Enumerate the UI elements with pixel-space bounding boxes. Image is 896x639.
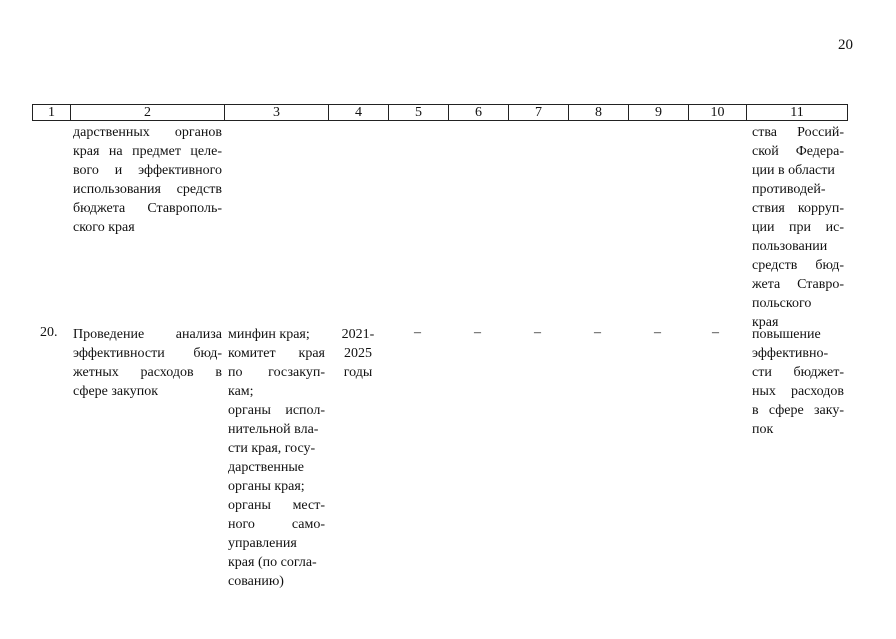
text-line: сфере закупок xyxy=(73,384,159,399)
header-col-7: 7 xyxy=(509,105,569,120)
row20-col10-dash: – xyxy=(712,325,719,340)
text-line: эффективности бюд- xyxy=(73,346,222,361)
text-line: повышение xyxy=(752,327,821,342)
text-line: органы мест- xyxy=(228,498,325,513)
text-line: управления xyxy=(228,536,297,551)
table-header-row xyxy=(32,104,848,121)
text-line: края на предмет целе- xyxy=(73,144,222,159)
text-line: использования средств xyxy=(73,182,222,197)
header-col-11: 11 xyxy=(790,105,804,120)
text-line: 2025 xyxy=(344,346,372,361)
header-col-5: 5 xyxy=(389,105,449,120)
text-line: вого и эффективного xyxy=(73,163,222,178)
row20-col11-text xyxy=(752,325,844,439)
text-line: нительной вла- xyxy=(228,422,319,437)
text-line: по госзакуп- xyxy=(228,365,325,380)
text-line: сти края, госу- xyxy=(228,441,316,456)
text-line: эффективно- xyxy=(752,346,829,361)
text-line: ного само- xyxy=(228,517,325,532)
text-line: ции при ис- xyxy=(752,220,844,235)
text-line: ской Федера- xyxy=(752,144,844,159)
text-line: 2021- xyxy=(341,327,375,342)
text-line: края (по согла- xyxy=(228,555,317,570)
text-line: кам; xyxy=(228,384,254,399)
text-line: бюджета Ставрополь- xyxy=(73,201,222,216)
header-col-1: 1 xyxy=(33,105,71,120)
text-line: органы края; xyxy=(228,479,305,494)
row20-col9-dash: – xyxy=(654,325,661,340)
row20-col4-period xyxy=(330,325,386,382)
text-line: минфин края; xyxy=(228,327,310,342)
text-line: ции в области xyxy=(752,163,835,178)
text-line: ствия корруп- xyxy=(752,201,844,216)
text-line: дарственных органов xyxy=(73,125,222,140)
text-line: средств бюд- xyxy=(752,258,844,273)
prev-row-col2-text xyxy=(73,123,222,237)
prev-row-col11-text xyxy=(752,123,844,332)
row20-col7-dash: – xyxy=(534,325,541,340)
text-line: пользовании xyxy=(752,239,828,254)
text-line: комитет края xyxy=(228,346,325,361)
text-line: противодей- xyxy=(752,182,826,197)
header-col-6: 6 xyxy=(449,105,509,120)
header-col-4: 4 xyxy=(329,105,389,120)
text-line: пок xyxy=(752,422,774,437)
text-line: сти бюджет- xyxy=(752,365,844,380)
row20-col3-text xyxy=(228,325,325,591)
page-number: 20 xyxy=(838,37,853,53)
header-col-9: 9 xyxy=(629,105,689,120)
header-col-8: 8 xyxy=(569,105,629,120)
row20-col6-dash: – xyxy=(474,325,481,340)
text-line: годы xyxy=(343,365,373,380)
text-line: жета Ставро- xyxy=(752,277,844,292)
text-line: органы испол- xyxy=(228,403,325,418)
text-line: дарственные xyxy=(228,460,305,475)
header-col-3: 3 xyxy=(225,105,329,120)
text-line: ского края xyxy=(73,220,135,235)
row20-col8-dash: – xyxy=(594,325,601,340)
text-line: края xyxy=(752,315,779,330)
text-line: ных расходов xyxy=(752,384,844,399)
text-line: жетных расходов в xyxy=(73,365,222,380)
row20-col5-dash: – xyxy=(414,325,421,340)
text-line: Проведение анализа xyxy=(73,327,222,342)
text-line: в сфере заку- xyxy=(752,403,844,418)
text-line: сованию) xyxy=(228,574,284,589)
text-line: ства Россий- xyxy=(752,125,844,140)
text-line: польского xyxy=(752,296,812,311)
header-col-10: 10 xyxy=(689,105,747,120)
header-col-2: 2 xyxy=(71,105,225,120)
row-number: 20. xyxy=(40,325,58,340)
row20-col2-text xyxy=(73,325,222,401)
